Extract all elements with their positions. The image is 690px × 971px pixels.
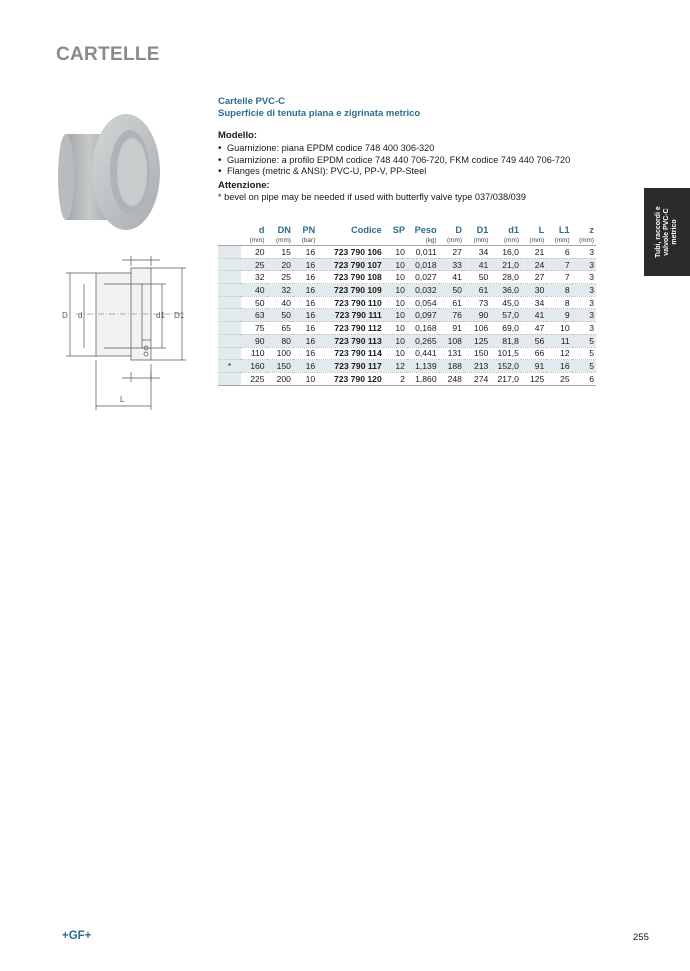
table-cell: 0,032 [407, 284, 439, 297]
unit-cell: (mm) [241, 236, 266, 246]
table-cell: 101,5 [490, 347, 521, 360]
table-cell: 188 [439, 360, 464, 373]
table-cell: 100 [267, 347, 293, 360]
table-cell: 56 [521, 334, 546, 347]
unit-cell [218, 236, 241, 246]
product-code-cell: 723 790 109 [317, 284, 384, 297]
product-code-cell: 723 790 110 [317, 296, 384, 309]
table-cell: 30 [521, 284, 546, 297]
side-tab-line: Tubi, raccordi e [655, 206, 662, 258]
unit-cell: (mm) [546, 236, 571, 246]
spec-table [218, 224, 596, 386]
table-cell: 91 [521, 360, 546, 373]
table-cell: 0,441 [407, 347, 439, 360]
header-cell: L1 [558, 225, 570, 235]
product-title: Cartelle PVC-C [218, 96, 286, 107]
table-cell: 32 [241, 271, 266, 284]
table-cell: 50 [267, 309, 293, 322]
table-row [218, 372, 596, 385]
table-cell: 32 [267, 284, 293, 297]
table-cell: 110 [241, 347, 266, 360]
table-cell: 16 [293, 296, 317, 309]
table-cell: 40 [241, 284, 266, 297]
table-cell: 16 [293, 360, 317, 373]
table-cell: 10 [384, 322, 407, 335]
table-cell: 66 [521, 347, 546, 360]
model-bullet-list [218, 143, 596, 178]
model-label: Modello: [218, 130, 258, 141]
table-cell: 16 [293, 334, 317, 347]
model-bullet: • Guarnizione: piana EPDM codice 748 400 306-320 [218, 143, 596, 155]
unit-cell [317, 236, 384, 246]
table-cell: 3 [572, 271, 596, 284]
table-row [218, 334, 596, 347]
table-cell: 25 [241, 258, 266, 271]
table-cell: 41 [439, 271, 464, 284]
table-cell: 8 [546, 296, 571, 309]
table-row [218, 296, 596, 309]
note-mark-cell [218, 334, 241, 347]
note-mark-cell [218, 296, 241, 309]
product-code-cell: 723 790 117 [317, 360, 384, 373]
table-cell: 2 [384, 372, 407, 385]
table-cell: 3 [572, 296, 596, 309]
table-cell: 24 [521, 258, 546, 271]
header-cell: D [455, 225, 462, 235]
unit-cell: (mm) [267, 236, 293, 246]
table-cell: 36,0 [490, 284, 521, 297]
table-cell: 15 [267, 246, 293, 259]
table-cell: 106 [464, 322, 490, 335]
table-cell: 1,860 [407, 372, 439, 385]
table-cell: 10 [384, 258, 407, 271]
note-mark-cell [218, 271, 241, 284]
table-cell: 25 [267, 271, 293, 284]
product-code-cell: 723 790 120 [317, 372, 384, 385]
dim-label-D1: D1 [174, 311, 185, 320]
spec-table-body [218, 246, 596, 386]
table-cell: 125 [464, 334, 490, 347]
header-cell: L [538, 225, 545, 235]
unit-cell: (mm) [464, 236, 490, 246]
table-cell: 9 [546, 309, 571, 322]
note-mark-cell [218, 347, 241, 360]
unit-cell: (mm) [490, 236, 521, 246]
table-cell: 10 [384, 347, 407, 360]
table-cell: 61 [464, 284, 490, 297]
table-cell: 10 [293, 372, 317, 385]
dim-label-d1: d1 [156, 311, 165, 320]
table-row [218, 284, 596, 297]
table-cell: 76 [439, 309, 464, 322]
table-cell: 21 [521, 246, 546, 259]
table-cell: 10 [384, 246, 407, 259]
table-cell: 3 [572, 322, 596, 335]
table-cell: 16,0 [490, 246, 521, 259]
table-cell: 50 [439, 284, 464, 297]
table-cell: 5 [572, 360, 596, 373]
table-cell: 50 [464, 271, 490, 284]
table-cell: 16 [293, 246, 317, 259]
note-mark-cell [218, 246, 241, 259]
table-cell: 5 [572, 334, 596, 347]
page-title: CARTELLE [56, 44, 160, 65]
table-row [218, 258, 596, 271]
table-cell: 0,097 [407, 309, 439, 322]
table-cell: 10 [384, 284, 407, 297]
unit-cell: (mm) [521, 236, 546, 246]
table-cell: 5 [572, 347, 596, 360]
table-cell: 16 [293, 271, 317, 284]
table-cell: 81,8 [490, 334, 521, 347]
table-cell: 90 [241, 334, 266, 347]
header-cell: z [589, 225, 594, 235]
table-cell: 34 [521, 296, 546, 309]
table-row [218, 309, 596, 322]
unit-cell: (bar) [293, 236, 317, 246]
table-row [218, 271, 596, 284]
model-bullet: • Guarnizione: a profilo EPDM codice 748 440 706-720, FKM codice 749 440 706-720 [218, 155, 596, 167]
note-mark-cell [218, 372, 241, 385]
table-cell: 0,054 [407, 296, 439, 309]
table-cell: 8 [546, 284, 571, 297]
table-cell: 10 [384, 271, 407, 284]
table-cell: 41 [464, 258, 490, 271]
table-cell: 12 [546, 347, 571, 360]
table-cell: 0,265 [407, 334, 439, 347]
table-cell: 131 [439, 347, 464, 360]
table-cell: 3 [572, 246, 596, 259]
table-cell: 10 [384, 309, 407, 322]
table-cell: 40 [267, 296, 293, 309]
table-cell: 3 [572, 284, 596, 297]
product-code-cell: 723 790 114 [317, 347, 384, 360]
header-cell: d1 [508, 225, 519, 235]
table-row [218, 347, 596, 360]
table-cell: 57,0 [490, 309, 521, 322]
table-cell: 0,011 [407, 246, 439, 259]
table-cell: 6 [546, 246, 571, 259]
table-cell: 80 [267, 334, 293, 347]
table-cell: 200 [267, 372, 293, 385]
note-mark-cell [218, 322, 241, 335]
table-cell: 41 [521, 309, 546, 322]
table-cell: 150 [267, 360, 293, 373]
header-cell: D1 [476, 225, 489, 235]
table-cell: 7 [546, 258, 571, 271]
header-row [218, 224, 596, 236]
dim-label-L: L [120, 395, 125, 404]
table-cell: 3 [572, 258, 596, 271]
table-row [218, 246, 596, 259]
table-cell: 213 [464, 360, 490, 373]
header-cell: SP [392, 225, 405, 235]
note-mark-cell [218, 309, 241, 322]
unit-cell [384, 236, 407, 246]
note-mark-cell [218, 258, 241, 271]
table-cell: 16 [293, 258, 317, 271]
header-cell: d [258, 225, 265, 235]
table-cell: 21,0 [490, 258, 521, 271]
table-cell: 150 [464, 347, 490, 360]
technical-drawing [56, 248, 196, 413]
product-code-cell: 723 790 111 [317, 309, 384, 322]
header-cell: Peso [414, 225, 437, 235]
product-code-cell: 723 790 113 [317, 334, 384, 347]
product-code-cell: 723 790 108 [317, 271, 384, 284]
table-cell: 125 [521, 372, 546, 385]
dim-label-d: d [78, 311, 83, 320]
table-cell: 217,0 [490, 372, 521, 385]
table-cell: 7 [546, 271, 571, 284]
table-cell: 45,0 [490, 296, 521, 309]
table-cell: 248 [439, 372, 464, 385]
table-cell: 16 [293, 347, 317, 360]
table-cell: 61 [439, 296, 464, 309]
header-cell: Codice [351, 225, 382, 235]
table-cell: 28,0 [490, 271, 521, 284]
table-cell: 16 [293, 322, 317, 335]
table-cell: 10 [384, 334, 407, 347]
table-cell: 50 [241, 296, 266, 309]
table-cell: 16 [293, 284, 317, 297]
dim-label-D: D [62, 311, 68, 320]
table-cell: 160 [241, 360, 266, 373]
product-description [218, 96, 596, 203]
table-cell: 69,0 [490, 322, 521, 335]
side-tab-line: metrico [671, 219, 678, 245]
product-subtitle: Superficie di tenuta piana e zigrinata metrico [218, 108, 421, 119]
table-cell: 225 [241, 372, 266, 385]
product-code-cell: 723 790 107 [317, 258, 384, 271]
side-tab-label [655, 192, 679, 272]
gf-logo: +GF+ [62, 930, 92, 942]
table-cell: 27 [521, 271, 546, 284]
table-cell: 108 [439, 334, 464, 347]
attention-note: * bevel on pipe may be needed if used with butterfly valve type 037/038/039 [218, 191, 526, 202]
model-bullet: • Flanges (metric & ANSI): PVC-U, PP-V, PP-Steel [218, 166, 596, 178]
table-cell: 10 [384, 296, 407, 309]
table-cell: 0,027 [407, 271, 439, 284]
table-cell: 75 [241, 322, 266, 335]
table-cell: 274 [464, 372, 490, 385]
table-cell: 33 [439, 258, 464, 271]
note-mark-cell: * [218, 360, 241, 373]
product-code-cell: 723 790 112 [317, 322, 384, 335]
table-cell: 6 [572, 372, 596, 385]
table-cell: 10 [546, 322, 571, 335]
table-cell: 27 [439, 246, 464, 259]
side-tab-line: valvole PVC-C [663, 208, 670, 256]
table-cell: 25 [546, 372, 571, 385]
units-row [218, 236, 596, 246]
table-cell: 20 [241, 246, 266, 259]
table-cell: 12 [384, 360, 407, 373]
attention-label: Attenzione: [218, 179, 270, 191]
table-cell: 90 [464, 309, 490, 322]
table-cell: 3 [572, 309, 596, 322]
table-cell: 20 [267, 258, 293, 271]
table-cell: 63 [241, 309, 266, 322]
page-number: 255 [633, 932, 649, 943]
table-cell: 11 [546, 334, 571, 347]
header-cell: PN [302, 225, 316, 235]
header-cell: DN [277, 225, 291, 235]
unit-cell: (mm) [572, 236, 596, 246]
table-cell: 1,139 [407, 360, 439, 373]
unit-cell: (mm) [439, 236, 464, 246]
table-row [218, 322, 596, 335]
table-cell: 0,018 [407, 258, 439, 271]
section-side-tab [644, 188, 690, 276]
table-cell: 34 [464, 246, 490, 259]
product-code-cell: 723 790 106 [317, 246, 384, 259]
header-cell [218, 224, 241, 236]
table-cell: 65 [267, 322, 293, 335]
table-row [218, 360, 596, 373]
product-photo [56, 112, 166, 242]
table-cell: 73 [464, 296, 490, 309]
table-cell: 16 [293, 309, 317, 322]
note-mark-cell [218, 284, 241, 297]
table-cell: 16 [546, 360, 571, 373]
table-cell: 47 [521, 322, 546, 335]
table-cell: 152,0 [490, 360, 521, 373]
table-cell: 91 [439, 322, 464, 335]
table-cell: 0,168 [407, 322, 439, 335]
unit-cell: (kg) [407, 236, 439, 246]
